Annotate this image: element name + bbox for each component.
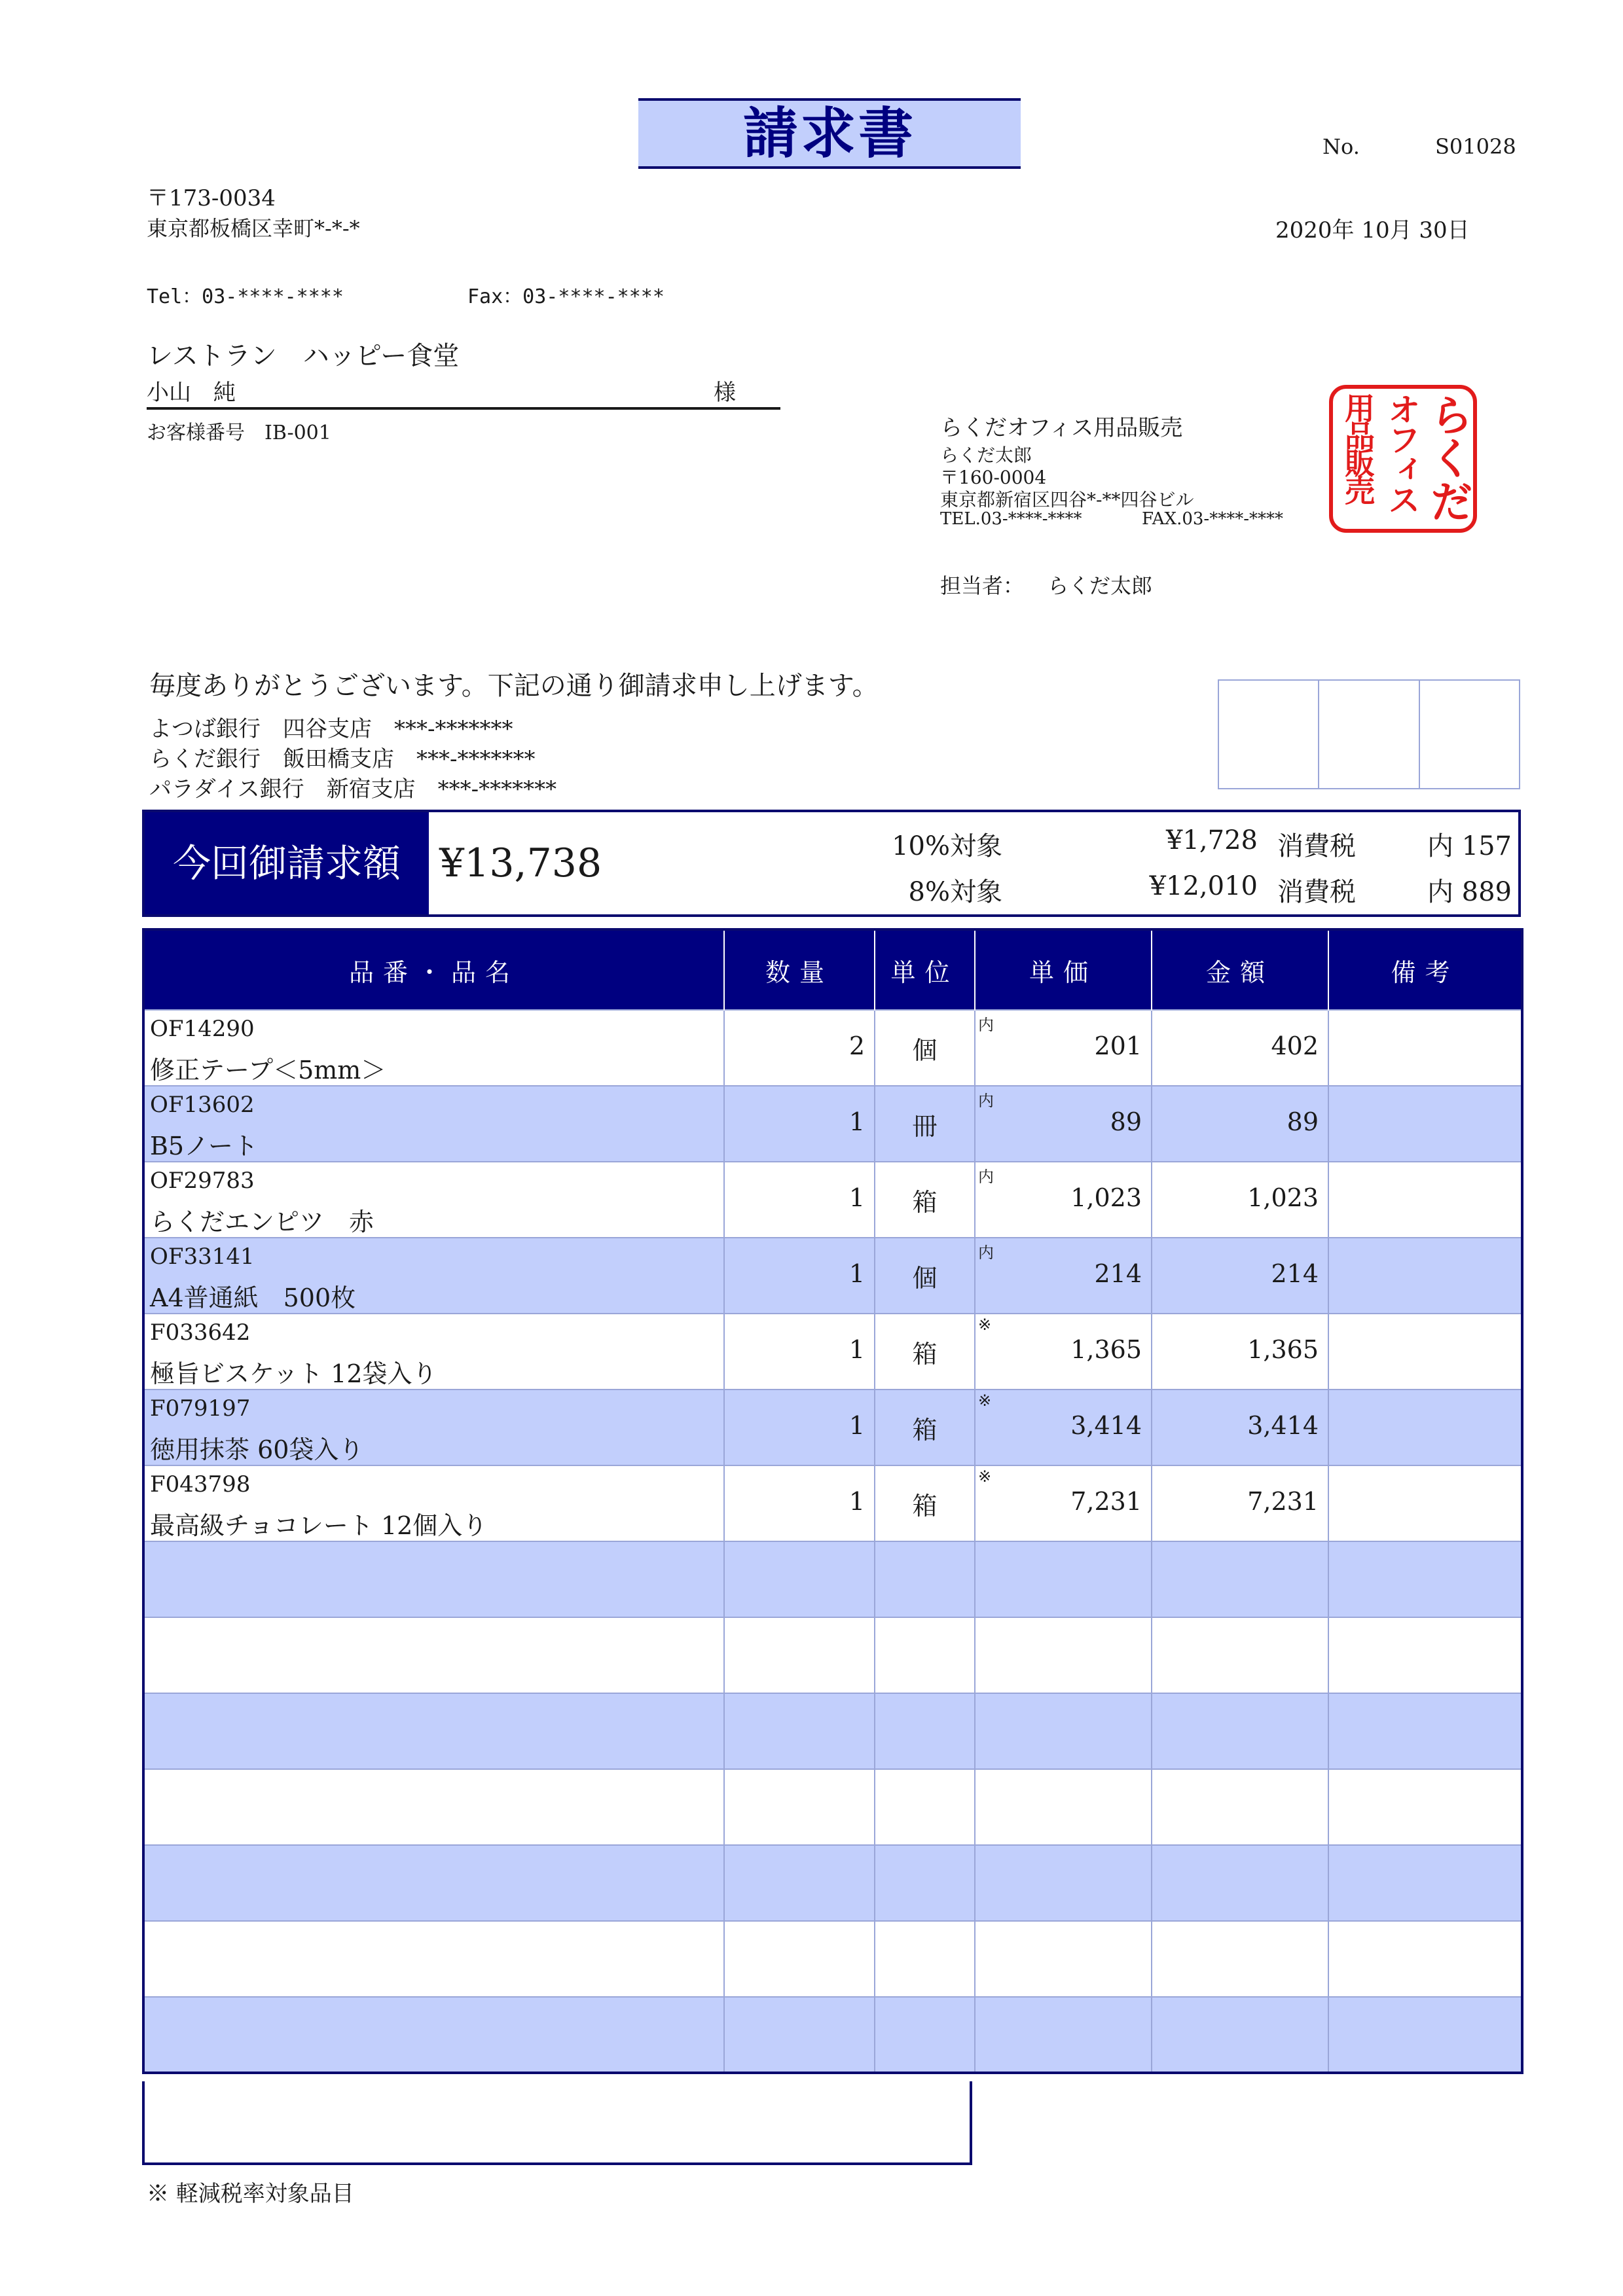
cell-remarks [1328, 1845, 1522, 1921]
item-price: 3,414 [1070, 1411, 1142, 1440]
cell-unit [875, 1314, 975, 1390]
header-item: 品番・品名 [143, 929, 724, 1010]
table-row [143, 1314, 1522, 1390]
cell-amount [1152, 1769, 1328, 1845]
bank-3: パラダイス銀行 新宿支店 ***-******* [149, 776, 557, 802]
cell-remarks [1328, 1162, 1522, 1238]
item-qty: 1 [848, 1259, 865, 1288]
cell-price [975, 1693, 1152, 1769]
item-unit: 箱 [912, 1415, 938, 1444]
item-name: 最高級チョコレート 12個入り [150, 1511, 488, 1540]
item-name: らくだエンピツ 赤 [150, 1208, 374, 1236]
cell-qty [724, 1617, 875, 1693]
item-amount: 214 [1271, 1259, 1319, 1288]
items-table [142, 928, 1523, 2074]
cell-price [975, 1997, 1152, 2073]
tax10-tax-label: 消費税 [1277, 831, 1356, 861]
cell-unit [875, 1693, 975, 1769]
cell-item [143, 1997, 724, 2073]
cell-item [143, 1769, 724, 1845]
item-amount: 3,414 [1247, 1411, 1319, 1440]
cell-amount [1152, 1010, 1328, 1086]
total-summary [142, 810, 1521, 917]
approval-box [1420, 681, 1519, 788]
table-row [143, 1997, 1522, 2073]
cell-qty [724, 1465, 875, 1541]
cell-unit [875, 1541, 975, 1617]
greeting: 毎度ありがとうございます。下記の通り御請求申し上げます。 [149, 671, 879, 701]
item-amount: 7,231 [1247, 1487, 1319, 1516]
tax-mark: ※ [978, 1391, 992, 1410]
header-amount: 金額 [1152, 929, 1328, 1010]
cell-unit [875, 1845, 975, 1921]
cell-item [143, 1010, 724, 1086]
item-amount: 402 [1271, 1031, 1319, 1060]
cell-remarks [1328, 1238, 1522, 1314]
header-unit: 単位 [875, 929, 975, 1010]
cell-amount [1152, 1997, 1328, 2073]
table-row [143, 1617, 1522, 1693]
cell-remarks [1328, 1693, 1522, 1769]
item-qty: 1 [848, 1335, 865, 1364]
tax-mark: 内 [978, 1168, 994, 1186]
item-price: 89 [1110, 1107, 1142, 1136]
tax-mark: ※ [978, 1467, 992, 1486]
cell-item [143, 1238, 724, 1314]
cell-amount [1152, 1617, 1328, 1693]
cell-unit [875, 1769, 975, 1845]
cell-remarks [1328, 1921, 1522, 1997]
cell-item [143, 1541, 724, 1617]
tax-mark: ※ [978, 1316, 992, 1334]
cell-amount [1152, 1086, 1328, 1162]
cell-amount [1152, 1465, 1328, 1541]
table-row [143, 1541, 1522, 1617]
item-amount: 89 [1286, 1107, 1319, 1136]
staff-label: 担当者： [940, 573, 1025, 598]
cell-price [975, 1541, 1152, 1617]
cell-qty [724, 1693, 875, 1769]
issuer-postal: 〒160-0004 [940, 467, 1047, 488]
item-unit: 箱 [912, 1491, 938, 1520]
cell-remarks [1328, 1997, 1522, 2073]
customer-person-line [147, 374, 780, 410]
item-unit: 箱 [912, 1187, 938, 1217]
cell-qty [724, 1845, 875, 1921]
header-remarks: 備考 [1328, 929, 1522, 1010]
issuer-company: らくだオフィス用品販売 [940, 415, 1183, 441]
cell-item [143, 1314, 724, 1390]
cell-qty [724, 1238, 875, 1314]
cell-item [143, 1390, 724, 1465]
item-qty: 1 [848, 1411, 865, 1440]
cell-unit [875, 1997, 975, 2073]
item-price: 1,023 [1070, 1183, 1142, 1212]
remarks-box [142, 2081, 972, 2165]
tax8-tax: 内 889 [1427, 877, 1512, 907]
item-name: 極旨ビスケット 12袋入り [150, 1359, 437, 1388]
staff-name: らくだ太郎 [1048, 573, 1153, 598]
cell-price [975, 1162, 1152, 1238]
cell-item [143, 1465, 724, 1541]
item-unit: 冊 [912, 1111, 938, 1141]
stamp-line-1: らくだ [1423, 393, 1473, 522]
table-row [143, 1465, 1522, 1541]
cell-remarks [1328, 1465, 1522, 1541]
item-code: F079197 [150, 1395, 251, 1422]
cell-price [975, 1921, 1152, 1997]
invoice-date: 2020年 10月 30日 [1275, 217, 1470, 243]
item-price: 1,365 [1070, 1335, 1142, 1364]
item-unit: 箱 [912, 1339, 938, 1369]
table-row [143, 1769, 1522, 1845]
item-unit: 個 [912, 1035, 938, 1065]
issuer-tel: TEL.03-****-**** [940, 509, 1082, 529]
customer-number: お客様番号 IB-001 [147, 422, 331, 444]
honorific: 様 [714, 380, 736, 406]
tax8-tax-label: 消費税 [1277, 877, 1356, 907]
cell-unit [875, 1086, 975, 1162]
item-qty: 1 [848, 1487, 865, 1516]
table-row [143, 1921, 1522, 1997]
approval-box [1319, 681, 1419, 788]
issuer-address: 東京都新宿区四谷*-**四谷ビル [940, 489, 1194, 511]
cell-remarks [1328, 1086, 1522, 1162]
cell-qty [724, 1921, 875, 1997]
item-qty: 2 [848, 1031, 865, 1060]
table-row [143, 1010, 1522, 1086]
customer-address: 東京都板橋区幸町*-*-* [147, 216, 360, 241]
cell-remarks [1328, 1314, 1522, 1390]
item-name: A4普通紙 500枚 [150, 1283, 356, 1312]
cell-unit [875, 1921, 975, 1997]
bank-1: よつば銀行 四谷支店 ***-******* [149, 716, 513, 742]
cell-unit [875, 1162, 975, 1238]
document-title: 請求書 [638, 98, 1021, 169]
item-qty: 1 [848, 1107, 865, 1136]
cell-item [143, 1845, 724, 1921]
total-amount: ¥13,738 [439, 840, 602, 886]
item-code: OF33141 [150, 1244, 255, 1270]
customer-person: 小山 純 [147, 380, 236, 406]
cell-price [975, 1314, 1152, 1390]
cell-remarks [1328, 1390, 1522, 1465]
tax8-label: 8%対象 [908, 877, 1002, 907]
cell-amount [1152, 1238, 1328, 1314]
tax-mark: 内 [978, 1016, 994, 1034]
item-price: 7,231 [1070, 1487, 1142, 1516]
item-code: OF14290 [150, 1016, 255, 1042]
item-code: OF13602 [150, 1092, 255, 1118]
item-price: 201 [1094, 1031, 1142, 1060]
cell-qty [724, 1997, 875, 2073]
item-name: B5ノート [150, 1132, 258, 1160]
item-name: 徳用抹茶 60袋入り [150, 1435, 364, 1464]
customer-tel: Tel：03-****-**** [147, 285, 344, 308]
approval-stamp-boxes [1218, 679, 1520, 789]
cell-remarks [1328, 1617, 1522, 1693]
cell-qty [724, 1086, 875, 1162]
cell-unit [875, 1617, 975, 1693]
total-label: 今回御請求額 [145, 812, 429, 914]
stamp-line-3: 用品販売 [1340, 393, 1376, 503]
customer-company: レストラン ハッピー食堂 [147, 341, 460, 371]
cell-amount [1152, 1390, 1328, 1465]
items-body [143, 1010, 1522, 2073]
stamp-line-2: オフィス [1383, 393, 1421, 513]
cell-price [975, 1465, 1152, 1541]
cell-item [143, 1921, 724, 1997]
item-code: OF29783 [150, 1168, 255, 1194]
cell-unit [875, 1465, 975, 1541]
cell-item [143, 1162, 724, 1238]
issuer-person: らくだ太郎 [940, 444, 1032, 466]
cell-qty [724, 1314, 875, 1390]
item-amount: 1,023 [1247, 1183, 1319, 1212]
cell-amount [1152, 1845, 1328, 1921]
table-row [143, 1390, 1522, 1465]
cell-qty [724, 1541, 875, 1617]
invoice-no: S01028 [1435, 134, 1516, 159]
issuer-fax: FAX.03-****-**** [1142, 509, 1283, 529]
cell-unit [875, 1010, 975, 1086]
cell-unit [875, 1238, 975, 1314]
item-price: 214 [1094, 1259, 1142, 1288]
cell-amount [1152, 1921, 1328, 1997]
item-unit: 個 [912, 1263, 938, 1293]
cell-qty [724, 1010, 875, 1086]
cell-price [975, 1010, 1152, 1086]
table-row [143, 1162, 1522, 1238]
tax10-amount: ¥1,728 [1166, 825, 1258, 855]
cell-qty [724, 1162, 875, 1238]
header-price: 単価 [975, 929, 1152, 1010]
invoice-no-label: No. [1322, 134, 1360, 159]
cell-remarks [1328, 1769, 1522, 1845]
cell-remarks [1328, 1010, 1522, 1086]
cell-amount [1152, 1693, 1328, 1769]
item-qty: 1 [848, 1183, 865, 1212]
cell-price [975, 1238, 1152, 1314]
cell-qty [724, 1390, 875, 1465]
header-qty: 数量 [724, 929, 875, 1010]
approval-box [1219, 681, 1319, 788]
item-code: F043798 [150, 1471, 251, 1498]
cell-price [975, 1086, 1152, 1162]
tax10-label: 10%対象 [892, 831, 1002, 861]
table-row [143, 1238, 1522, 1314]
table-row [143, 1845, 1522, 1921]
item-name: 修正テープ＜5mm＞ [150, 1056, 386, 1085]
item-amount: 1,365 [1247, 1335, 1319, 1364]
bank-2: らくだ銀行 飯田橋支店 ***-******* [149, 746, 536, 772]
tax10-tax: 内 157 [1427, 831, 1512, 861]
cell-price [975, 1390, 1152, 1465]
table-row [143, 1086, 1522, 1162]
cell-item [143, 1086, 724, 1162]
cell-item [143, 1693, 724, 1769]
cell-price [975, 1845, 1152, 1921]
tax-mark: 内 [978, 1244, 994, 1262]
cell-item [143, 1617, 724, 1693]
tax-mark: 内 [978, 1092, 994, 1110]
customer-fax: Fax：03-****-**** [467, 285, 665, 308]
cell-remarks [1328, 1541, 1522, 1617]
cell-amount [1152, 1162, 1328, 1238]
company-seal-stamp [1329, 385, 1477, 533]
cell-price [975, 1617, 1152, 1693]
cell-qty [724, 1769, 875, 1845]
item-code: F033642 [150, 1319, 251, 1346]
cell-unit [875, 1390, 975, 1465]
cell-price [975, 1769, 1152, 1845]
footnote: ※ 軽減税率対象品目 [147, 2181, 354, 2207]
cell-amount [1152, 1314, 1328, 1390]
cell-amount [1152, 1541, 1328, 1617]
tax8-amount: ¥12,010 [1149, 871, 1258, 901]
customer-postal: 〒173-0034 [147, 185, 276, 211]
table-row [143, 1693, 1522, 1769]
